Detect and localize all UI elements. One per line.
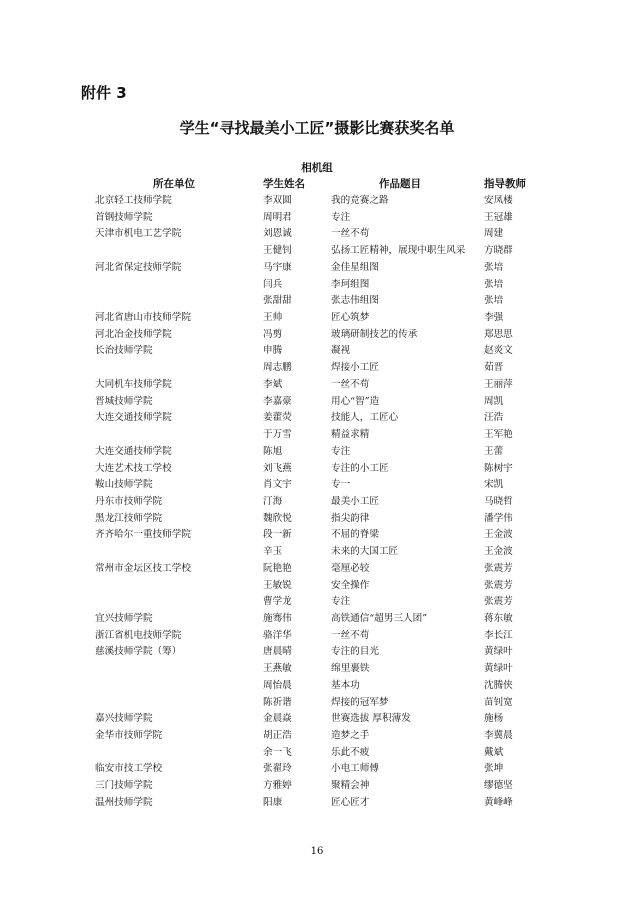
- teacher-cell: 张震芳: [484, 596, 513, 608]
- student-cell: 王敏锐: [263, 579, 292, 591]
- table-row: [0, 711, 634, 728]
- student-cell: 张翟玲: [263, 763, 292, 775]
- teacher-cell: 张坤: [484, 763, 504, 775]
- table-row: [0, 611, 634, 628]
- student-cell: 李嘉豪: [263, 395, 292, 407]
- student-cell: 王健钊: [263, 245, 292, 257]
- work-cell: 乐此不疲: [331, 746, 370, 758]
- work-cell: 匠心筑梦: [331, 312, 370, 324]
- work-cell: 未来的大国工匠: [331, 546, 399, 558]
- work-cell: 玻璃研制技艺的传承: [331, 328, 418, 340]
- student-cell: 闫兵: [263, 278, 283, 290]
- work-cell: 世赛选拔 厚积薄发: [331, 713, 411, 725]
- attachment-label: 附件 3: [81, 84, 127, 102]
- teacher-cell: 王金波: [484, 529, 513, 541]
- table-row: [0, 327, 634, 344]
- unit-cell: 常州市金坛区技工学校: [95, 562, 191, 574]
- student-cell: 姜藿荧: [263, 412, 292, 424]
- student-cell: 王燕敏: [263, 663, 292, 675]
- teacher-cell: 黄峰峰: [484, 796, 513, 808]
- work-cell: 一丝不苟: [331, 228, 370, 240]
- table-row: [0, 678, 634, 695]
- table-row: [0, 310, 634, 327]
- column-header-teacher: 指导教师: [484, 178, 526, 190]
- student-cell: 魏欣悦: [263, 512, 292, 524]
- teacher-cell: 王丽萍: [484, 378, 513, 390]
- unit-cell: 河北省唐山市技师学院: [95, 312, 191, 324]
- table-row: [0, 644, 634, 661]
- work-cell: 用心“智”造: [331, 395, 380, 407]
- student-cell: 周明君: [263, 211, 292, 223]
- student-cell: 陈祈谐: [263, 696, 292, 708]
- teacher-cell: 张震芳: [484, 562, 513, 574]
- table-row: [0, 561, 634, 578]
- student-cell: 申腾: [263, 345, 283, 357]
- work-cell: 高铁通信“超男三人团”: [331, 613, 428, 624]
- table-row: [0, 578, 634, 595]
- work-cell: 一丝不苟: [331, 629, 370, 641]
- table-row: [0, 494, 634, 511]
- work-cell: 焊接小工匠: [331, 362, 379, 374]
- student-cell: 曹学龙: [263, 596, 292, 608]
- page-number: 16: [310, 846, 324, 857]
- table-row: [0, 594, 634, 611]
- table-row: [0, 394, 634, 411]
- table-row: [0, 243, 634, 260]
- work-cell: 一丝不苟: [331, 378, 370, 390]
- table-row: [0, 427, 634, 444]
- unit-cell: 大连艺术技工学校: [95, 462, 172, 474]
- teacher-cell: 周建: [484, 228, 504, 240]
- table-row: [0, 343, 634, 360]
- teacher-cell: 张震芳: [484, 579, 513, 591]
- student-cell: 金晨焱: [263, 713, 292, 725]
- work-cell: 造梦之手: [331, 730, 370, 742]
- unit-cell: 鞍山技师学院: [95, 479, 153, 491]
- unit-cell: 河北冶金技师学院: [95, 328, 172, 340]
- work-cell: 焊接的冠军梦: [331, 696, 389, 708]
- unit-cell: 嘉兴技师学院: [95, 713, 153, 725]
- teacher-cell: 潘学伟: [484, 512, 513, 524]
- student-cell: 刘飞燕: [263, 462, 292, 474]
- student-cell: 刘恩诚: [263, 228, 292, 240]
- teacher-cell: 李强: [484, 312, 504, 324]
- unit-cell: 丹东市技师学院: [95, 495, 163, 507]
- teacher-cell: 方晓群: [484, 245, 513, 257]
- student-cell: 陈旭: [263, 445, 283, 457]
- student-cell: 周怡晨: [263, 679, 292, 691]
- work-cell: 凝视: [331, 345, 351, 357]
- unit-cell: 黑龙江技师学院: [95, 512, 163, 524]
- work-cell: 张志伟组图: [331, 295, 379, 307]
- teacher-cell: 郑思思: [484, 328, 513, 340]
- student-cell: 王帅: [263, 312, 283, 324]
- unit-cell: 齐齐哈尔一重技师学院: [95, 529, 191, 541]
- teacher-cell: 汪浩: [484, 412, 504, 424]
- teacher-cell: 张培: [484, 295, 504, 307]
- table-row: [0, 778, 634, 795]
- table-row: [0, 461, 634, 478]
- teacher-cell: 李长江: [484, 629, 513, 641]
- teacher-cell: 王蕾: [484, 445, 504, 457]
- student-cell: 周志鹏: [263, 362, 292, 374]
- teacher-cell: 黄绿叶: [484, 663, 513, 675]
- student-cell: 方雅婷: [263, 780, 292, 792]
- teacher-cell: 施杨: [484, 713, 504, 725]
- teacher-cell: 苗钊宽: [484, 696, 513, 708]
- student-cell: 骆洋华: [263, 629, 292, 641]
- work-cell: 专注: [331, 596, 351, 608]
- table-row: [0, 544, 634, 561]
- work-cell: 最美小工匠: [331, 495, 379, 507]
- table-row: [0, 695, 634, 712]
- unit-cell: 金华市技师学院: [95, 730, 163, 742]
- teacher-cell: 赵炎文: [484, 345, 513, 357]
- student-cell: 辛玉: [263, 546, 283, 558]
- unit-cell: 三门技师学院: [95, 780, 153, 792]
- table-row: [0, 377, 634, 394]
- work-cell: 专一: [331, 479, 351, 491]
- work-cell: 弘扬工匠精神，展现中职生风采: [331, 245, 466, 257]
- student-cell: 汀海: [263, 495, 283, 507]
- table-row: [0, 193, 634, 210]
- unit-cell: 大连交通技师学院: [95, 445, 172, 457]
- work-cell: 专注: [331, 445, 351, 457]
- work-cell: 金佳星组图: [331, 261, 379, 273]
- work-cell: 聚精会神: [331, 780, 370, 792]
- table-row: [0, 277, 634, 294]
- student-cell: 余一飞: [263, 746, 292, 758]
- work-cell: 技能人，工匠心: [331, 412, 399, 424]
- table-row: [0, 360, 634, 377]
- student-cell: 胡正浩: [263, 730, 292, 742]
- student-cell: 唐晨晴: [263, 646, 292, 658]
- student-cell: 肖文宇: [263, 479, 292, 491]
- unit-cell: 温州技师学院: [95, 796, 153, 808]
- work-cell: 匠心匠才: [331, 796, 370, 808]
- teacher-cell: 蒋东敏: [484, 613, 513, 624]
- column-header-student: 学生姓名: [263, 178, 305, 190]
- unit-cell: 浙江省机电技师学院: [95, 629, 182, 641]
- column-header-unit: 所在单位: [153, 178, 195, 190]
- work-cell: 不屈的脊梁: [331, 529, 379, 541]
- student-cell: 阳康: [263, 796, 283, 808]
- student-cell: 冯剪: [263, 328, 283, 340]
- work-cell: 李珂组图: [331, 278, 370, 290]
- table-row: [0, 410, 634, 427]
- table-row: [0, 260, 634, 277]
- document-title: 学生“寻找最美小工匠”摄影比赛获奖名单: [179, 119, 455, 137]
- table-row: [0, 628, 634, 645]
- student-cell: 李斌: [263, 378, 283, 390]
- table-row: [0, 511, 634, 528]
- table-row: [0, 226, 634, 243]
- work-cell: 专注的小工匠: [331, 462, 389, 474]
- unit-cell: 临安市技工学校: [95, 763, 163, 775]
- unit-cell: 北京轻工技师学院: [95, 195, 172, 206]
- group-heading: 相机组: [301, 162, 333, 174]
- teacher-cell: 黄绿叶: [484, 646, 513, 658]
- work-cell: 基本功: [331, 679, 360, 691]
- student-cell: 施骞伟: [263, 613, 292, 624]
- table-row: [0, 293, 634, 310]
- teacher-cell: 安凤楼: [484, 195, 513, 206]
- table-row: [0, 761, 634, 778]
- teacher-cell: 宋凯: [484, 479, 504, 491]
- teacher-cell: 王军艳: [484, 429, 513, 441]
- unit-cell: 河北省保定技师学院: [95, 261, 182, 273]
- teacher-cell: 缪德坚: [484, 780, 513, 792]
- table-row: [0, 728, 634, 745]
- teacher-cell: 王金波: [484, 546, 513, 558]
- table-row: [0, 477, 634, 494]
- unit-cell: 慈溪技师学院（筹）: [95, 646, 182, 658]
- work-cell: 小电工师傅: [331, 763, 379, 775]
- teacher-cell: 李冀晨: [484, 730, 513, 742]
- teacher-cell: 王冠雄: [484, 211, 513, 223]
- teacher-cell: 马晓哲: [484, 495, 513, 507]
- unit-cell: 天津市机电工艺学院: [95, 228, 182, 240]
- teacher-cell: 周凯: [484, 395, 504, 407]
- work-cell: 毫厘必较: [331, 562, 370, 574]
- unit-cell: 长治技师学院: [95, 345, 153, 357]
- table-row: [0, 527, 634, 544]
- table-row: [0, 210, 634, 227]
- unit-cell: 晋城技师学院: [95, 395, 153, 407]
- work-cell: 专注的目光: [331, 646, 379, 658]
- unit-cell: 大同机车技师学院: [95, 378, 172, 390]
- work-cell: 精益求精: [331, 429, 370, 441]
- student-cell: 段一新: [263, 529, 292, 541]
- work-cell: 指尖韵律: [331, 512, 370, 524]
- unit-cell: 首钢技师学院: [95, 211, 153, 223]
- unit-cell: 宜兴技师学院: [95, 613, 153, 624]
- student-cell: 李双圆: [263, 195, 292, 206]
- student-cell: 马宇康: [263, 261, 292, 273]
- teacher-cell: 戴斌: [484, 746, 504, 758]
- teacher-cell: 陈树宇: [484, 462, 513, 474]
- column-header-work: 作品题目: [379, 178, 421, 190]
- teacher-cell: 茹晋: [484, 362, 504, 374]
- work-cell: 安全操作: [331, 579, 370, 591]
- work-cell: 绵里裹铁: [331, 663, 370, 675]
- student-cell: 张甜甜: [263, 295, 292, 307]
- teacher-cell: 沈腾侠: [484, 679, 513, 691]
- work-cell: 专注: [331, 211, 351, 223]
- student-cell: 于万雪: [263, 429, 292, 441]
- table-row: [0, 661, 634, 678]
- table-row: [0, 745, 634, 762]
- table-row: [0, 795, 634, 812]
- teacher-cell: 张培: [484, 278, 504, 290]
- work-cell: 我的竞赛之路: [331, 195, 389, 206]
- unit-cell: 大连交通技师学院: [95, 412, 172, 424]
- table-row: [0, 444, 634, 461]
- student-cell: 阮艳艳: [263, 562, 292, 574]
- teacher-cell: 张培: [484, 261, 504, 273]
